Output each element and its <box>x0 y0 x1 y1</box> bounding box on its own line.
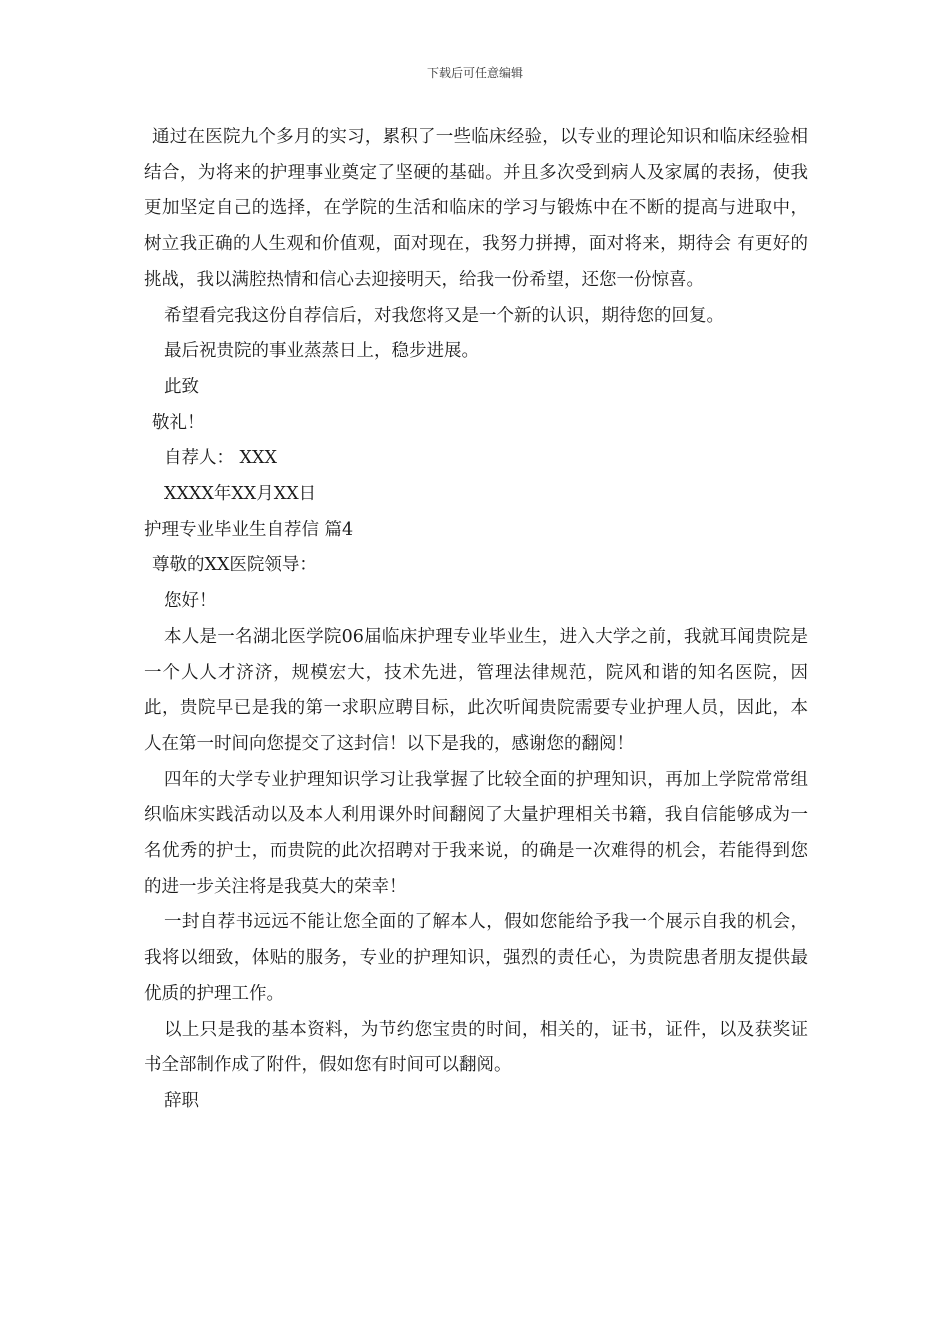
paragraph-opportunity: 一封自荐书远远不能让您全面的了解本人，假如您能给予我一个展示自我的机会，我将以细致，体贴的服务，专业的护理知识，强烈的责任心，为贵院患者朋友提供最优质的护理工作。 <box>144 912 808 1004</box>
salutation: 尊敬的XX医院领导： <box>152 555 317 576</box>
paragraph-study: 四年的大学专业护理知识学习让我掌握了比较全面的护理知识，再加上学院常常组织临床实践活动以及本人利用课外时间翻阅了大量护理相关书籍，我自信能够成为一名优秀的护士，而贵院的此次招聘对于我来说，的确是一次难得的机会，若能得到您的进一步关注将是我莫大的荣幸！ <box>144 769 808 897</box>
greeting: 您好！ <box>164 591 217 612</box>
closing-jingli: 敬礼！ <box>152 412 205 433</box>
document-body <box>144 120 808 1120</box>
paragraph-attachments: 以上只是我的基本资料，为节约您宝贵的时间，相关的，证书，证件，以及获奖证书全部制作成了附件，假如您有时间可以翻阅。 <box>144 1019 808 1076</box>
paragraph-introduction: 本人是一名湖北医学院06届临床护理专业毕业生，进入大学之前，我就耳闻贵院是一个人人才济济，规模宏大，技术先进，管理法律规范，院风和谐的知名医院，因此，贵院早已是我的第一求职应聘目标，此次听闻贵院需要专业护理人员，因此，本人在第一时间向您提交了这封信！以下是我的，感谢您的翻阅！ <box>144 626 808 754</box>
closing-cizhi-2: 辞职 <box>164 1090 199 1111</box>
section-title: 护理专业毕业生自荐信 篇4 <box>144 519 354 540</box>
closing-cizhi: 此致 <box>164 376 199 397</box>
signature-date: XXXX年XX月XX日 <box>164 484 317 505</box>
paragraph-wishes: 最后祝贵院的事业蒸蒸日上，稳步进展。 <box>164 341 479 362</box>
signature-name: 自荐人： XXX <box>164 448 277 469</box>
paragraph-hope: 希望看完我这份自荐信后，对我您将又是一个新的认识，期待您的回复。 <box>164 305 724 326</box>
paragraph-internship: 通过在医院九个多月的实习，累积了一些临床经验，以专业的理论知识和临床经验相结合，为将来的护理事业奠定了坚硬的基础。并且多次受到病人及家属的表扬，使我更加坚定自己的选择，在学院的生活和临床的学习与锻炼中在不断的提高与进取中，树立我正确的人生观和价值观，面对现在，我努力拼搏，面对将来，期待会 有更好的挑战，我以满腔热情和信心去迎接明天，给我一份希望，还您一份惊喜。 <box>144 127 808 290</box>
page-header-note: 下载后可任意编辑 <box>426 66 523 80</box>
